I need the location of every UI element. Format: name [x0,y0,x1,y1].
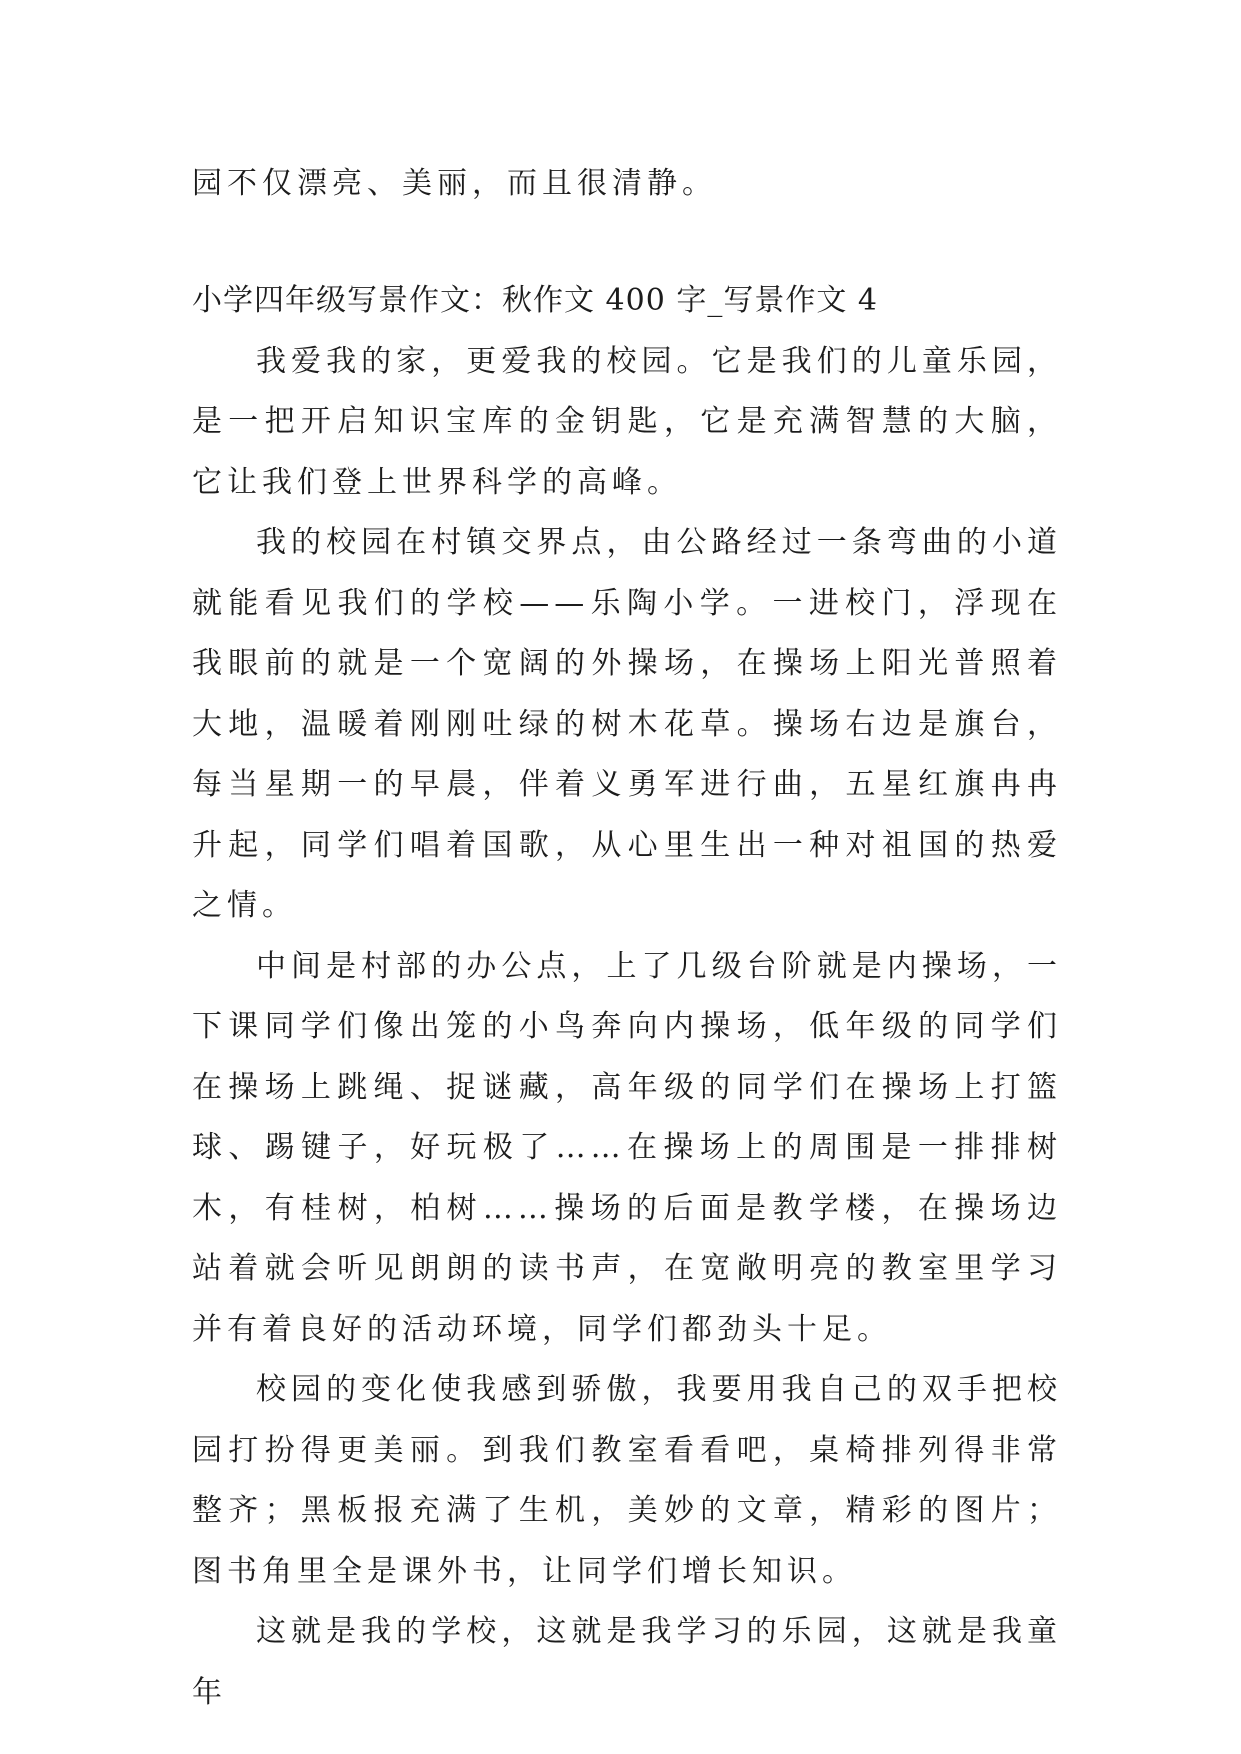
essay-paragraph: 中间是村部的办公点，上了几级台阶就是内操场，一下课同学们像出笼的小鸟奔向内操场，低年级的同学们在操场上跳绳、捉谜藏，高年级的同学们在操场上打篮球、踢键子，好玩极了……在操场上的周围是一排排树木，有桂树，柏树……操场的后面是教学楼，在操场边站着就会听见朗朗的读书声，在宽敞明亮的教室里学习并有着良好的活动环境，同学们都劲头十足。 [192,948,1062,1347]
continuation-paragraph: 园不仅漂亮、美丽，而且很清静。 [192,166,717,201]
essay-paragraph: 这就是我的学校，这就是我学习的乐园，这就是我童年 [192,1614,1062,1710]
essay-paragraph: 我的校园在村镇交界点，由公路经过一条弯曲的小道就能看见我们的学校——乐陶小学。一进校门，浮现在我眼前的就是一个宽阔的外操场，在操场上阳光普照着大地，温暖着刚刚吐绿的树木花草。操场右边是旗台，每当星期一的早晨，伴着义勇军进行曲，五星红旗冉冉升起，同学们唱着国歌，从心里生出一种对祖国的热爱之情。 [192,525,1062,923]
essay-title: 小学四年级写景作文：秋作文 400 字_写景作文 4 [192,283,878,318]
essay-paragraph: 校园的变化使我感到骄傲，我要用我自己的双手把校园打扮得更美丽。到我们教室看看吧，桌椅排列得非常整齐；黑板报充满了生机，美妙的文章，精彩的图片；图书角里全是课外书，让同学们增长知识。 [192,1372,1062,1589]
essay-section [192,271,1062,1723]
essay-paragraph: 我爱我的家，更爱我的校园。它是我们的儿童乐园，是一把开启知识宝库的金钥匙，它是充满智慧的大脑，它让我们登上世界科学的高峰。 [192,343,1062,500]
